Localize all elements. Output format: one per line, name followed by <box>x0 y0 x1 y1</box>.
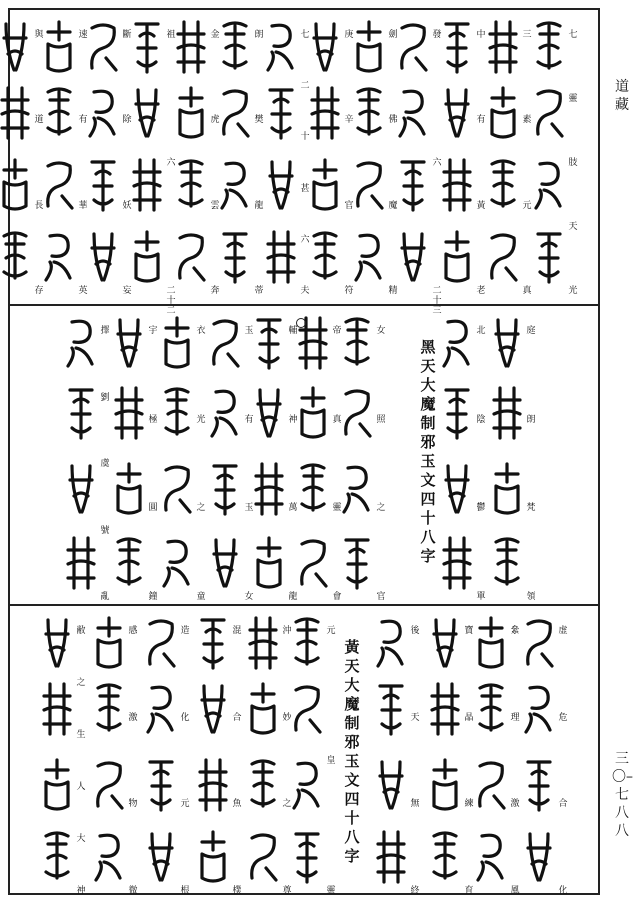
gloss-character: 絫 <box>510 626 520 636</box>
seal-script-glyph <box>374 680 408 738</box>
gloss-character: 妖 <box>122 201 132 211</box>
panel-bottom <box>10 608 598 896</box>
gloss-character: 圓 <box>148 503 158 513</box>
gloss-character: 大 <box>76 834 86 844</box>
seal-script-glyph <box>0 156 32 214</box>
seal-script-glyph <box>0 84 32 142</box>
gloss-character: 六 <box>300 235 310 245</box>
text-column <box>438 308 496 602</box>
panel-top <box>10 12 598 316</box>
gloss-character: 龍 <box>288 592 298 602</box>
gloss-character: 七 <box>300 30 310 40</box>
gloss-character: 靈 <box>326 886 336 896</box>
gloss-character: 虎 <box>210 115 220 125</box>
gloss-character: 發 <box>432 30 442 40</box>
seal-script-glyph <box>92 756 126 814</box>
seal-script-glyph <box>144 828 178 886</box>
gloss-character: 練 <box>464 799 474 809</box>
gloss-character: 根 <box>180 886 190 896</box>
text-column <box>426 608 484 896</box>
gloss-character: 長 <box>34 201 44 211</box>
gloss-character: 陰 <box>476 415 486 425</box>
gloss-character: 速 <box>78 30 88 40</box>
gloss-character: 之 <box>196 503 206 513</box>
gloss-character: 神 <box>288 415 298 425</box>
gloss-character: 三 <box>522 30 532 40</box>
gloss-character: 之 <box>282 799 292 809</box>
gloss-character: 二十三 <box>432 286 442 316</box>
gloss-character: 宇 <box>148 326 158 336</box>
gloss-character: 鬱 <box>476 503 486 513</box>
gloss-character: 童 <box>196 592 206 602</box>
gloss-character: 無 <box>410 799 420 809</box>
text-column <box>244 608 302 896</box>
seal-script-glyph <box>428 756 462 814</box>
gloss-character: 激 <box>128 713 138 723</box>
section-heading: 黃天大魔制邪玉文四十八字 <box>344 638 360 865</box>
seal-script-glyph <box>440 534 474 592</box>
gloss-character: 皇 <box>326 756 336 766</box>
seal-script-glyph <box>374 756 408 814</box>
gloss-character: 有 <box>476 115 486 125</box>
gloss-character: 庚 <box>344 30 354 40</box>
gloss-character: 北 <box>476 326 486 336</box>
text-column <box>488 308 546 602</box>
page-number: 三〇–七八八 <box>612 751 633 839</box>
gloss-character: 元 <box>522 201 532 211</box>
seal-script-glyph <box>144 680 178 738</box>
gloss-character: 化 <box>558 886 568 896</box>
gloss-character: 神 <box>76 886 86 896</box>
gloss-character: 有 <box>244 415 254 425</box>
gloss-character: 後 <box>410 626 420 636</box>
gloss-character: 二十二 <box>166 286 176 316</box>
gloss-character: 官 <box>344 201 354 211</box>
seal-script-glyph <box>0 228 32 286</box>
text-column <box>372 608 430 896</box>
gloss-character: 單 <box>476 592 486 602</box>
gloss-character: 肢 <box>568 158 578 168</box>
gloss-character: 照 <box>376 415 386 425</box>
gloss-character: 真 <box>522 286 532 296</box>
gloss-character: 造 <box>180 626 190 636</box>
gloss-character: 夫 <box>300 286 310 296</box>
seal-script-glyph <box>196 680 230 738</box>
gloss-character: 佛 <box>388 115 398 125</box>
seal-script-glyph <box>440 314 474 372</box>
gloss-character: 之 <box>376 503 386 513</box>
gloss-character: 庭 <box>526 326 536 336</box>
seal-script-glyph <box>92 828 126 886</box>
gloss-character: 晶 <box>464 713 474 723</box>
gloss-character: 元 <box>326 626 336 636</box>
gloss-character: 劍 <box>388 30 398 40</box>
gloss-character: 黃 <box>476 201 486 211</box>
gloss-character: 雲 <box>210 201 220 211</box>
gloss-character: 朗 <box>254 30 264 40</box>
seal-script-glyph <box>92 614 126 672</box>
gloss-character: 英 <box>78 286 88 296</box>
gloss-character: 妙 <box>282 713 292 723</box>
seal-script-glyph <box>374 828 408 886</box>
gloss-character: 生 <box>76 730 86 740</box>
gloss-character: 斷 <box>122 30 132 40</box>
seal-script-glyph <box>374 614 408 672</box>
gloss-character: 與 <box>34 30 44 40</box>
gloss-character: 素 <box>522 115 532 125</box>
seal-script-glyph <box>40 614 74 672</box>
gloss-character: 鐘 <box>148 592 158 602</box>
gloss-character: 合 <box>232 713 242 723</box>
gloss-character: 梵 <box>526 503 536 513</box>
panel-middle <box>10 308 598 602</box>
collection-name: 道藏 <box>615 79 629 113</box>
gloss-character: 官 <box>376 592 386 602</box>
gloss-character: 育 <box>464 886 474 896</box>
gloss-character: 激 <box>510 799 520 809</box>
seal-script-glyph <box>144 756 178 814</box>
gloss-character: 除 <box>122 115 132 125</box>
gloss-character: 衣 <box>196 326 206 336</box>
gloss-character: 寶 <box>464 626 474 636</box>
seal-script-glyph <box>196 756 230 814</box>
gloss-character: 真 <box>332 415 342 425</box>
seal-script-glyph <box>0 18 32 76</box>
text-column <box>38 608 96 896</box>
seal-script-glyph <box>428 614 462 672</box>
gloss-character: 劉 <box>100 393 110 403</box>
gloss-character: 中 <box>476 30 486 40</box>
gloss-character: 敝 <box>76 626 86 636</box>
gloss-character: 妄 <box>122 286 132 296</box>
gloss-character: 奔 <box>210 286 220 296</box>
text-column <box>62 308 120 602</box>
gloss-character: 樊 <box>254 115 264 125</box>
gloss-character: 亂 <box>100 592 110 602</box>
panel-divider <box>8 604 600 606</box>
gloss-character: 魔 <box>388 201 398 211</box>
seal-script-glyph <box>64 314 98 372</box>
gloss-character: 風 <box>510 886 520 896</box>
gloss-character: 號 <box>100 526 110 536</box>
gloss-character: 極 <box>148 415 158 425</box>
gloss-character: 七 <box>568 30 578 40</box>
gloss-character: 合 <box>558 799 568 809</box>
gloss-character: 混 <box>232 626 242 636</box>
gloss-character: 物 <box>128 799 138 809</box>
gloss-character: 輔 <box>288 326 298 336</box>
gloss-character: 蒂 <box>254 286 264 296</box>
gloss-character: 女 <box>376 326 386 336</box>
gloss-character: 老 <box>476 286 486 296</box>
text-column <box>0 12 54 302</box>
gloss-character: 元 <box>180 799 190 809</box>
gloss-character: 女 <box>244 592 254 602</box>
gloss-character: 二 <box>300 81 310 91</box>
gloss-character: 十 <box>300 132 310 142</box>
seal-script-glyph <box>40 756 74 814</box>
gloss-character: 存 <box>34 286 44 296</box>
gloss-character: 感 <box>128 626 138 636</box>
gloss-character: 辛 <box>344 115 354 125</box>
gloss-character: 微 <box>128 886 138 896</box>
panel-divider <box>8 304 600 306</box>
section-heading: 黑天大魔制邪玉文四十八字 <box>420 338 436 565</box>
gloss-character: 虞 <box>100 459 110 469</box>
seal-script-glyph <box>428 828 462 886</box>
gloss-character: 龍 <box>254 201 264 211</box>
gloss-character: 化 <box>180 713 190 723</box>
text-column <box>90 608 148 896</box>
seal-script-glyph <box>428 680 462 738</box>
gloss-character: 玉 <box>244 326 254 336</box>
gloss-character: 祖 <box>166 30 176 40</box>
seal-script-glyph <box>64 460 98 518</box>
gloss-character: 領 <box>526 592 536 602</box>
gloss-character: 六 <box>166 158 176 168</box>
gloss-character: 金 <box>210 30 220 40</box>
seal-script-glyph <box>440 460 474 518</box>
seal-script-glyph <box>196 828 230 886</box>
text-column <box>142 608 200 896</box>
circle-mark <box>296 318 306 328</box>
gloss-character: 靈 <box>332 503 342 513</box>
gloss-character: 朗 <box>526 415 536 425</box>
gloss-character: 沖 <box>282 626 292 636</box>
gloss-character: 華 <box>78 201 88 211</box>
seal-script-glyph <box>40 828 74 886</box>
gloss-character: 魚 <box>232 799 242 809</box>
seal-script-glyph <box>440 384 474 442</box>
gloss-character: 之 <box>76 678 86 688</box>
gloss-character: 符 <box>344 286 354 296</box>
gloss-character: 虚 <box>558 626 568 636</box>
gloss-character: 帝 <box>332 326 342 336</box>
seal-script-glyph <box>196 614 230 672</box>
seal-script-glyph <box>144 614 178 672</box>
gloss-character: 會 <box>332 592 342 602</box>
gloss-character: 六 <box>432 158 442 168</box>
gloss-character: 光 <box>568 286 578 296</box>
gloss-character: 光 <box>196 415 206 425</box>
seal-script-glyph <box>64 534 98 592</box>
gloss-character: 擇 <box>100 326 110 336</box>
gloss-character: 靈 <box>568 94 578 104</box>
seal-script-glyph <box>64 384 98 442</box>
gloss-character: 危 <box>558 713 568 723</box>
gloss-character: 有 <box>78 115 88 125</box>
gloss-character: 尊 <box>282 886 292 896</box>
gloss-character: 玉 <box>244 503 254 513</box>
gloss-character: 道 <box>34 115 44 125</box>
gloss-character: 天 <box>568 222 578 232</box>
gloss-character: 終 <box>410 886 420 896</box>
gloss-character: 天 <box>410 713 420 723</box>
gloss-character: 理 <box>510 713 520 723</box>
gloss-character: 萬 <box>288 503 298 513</box>
text-column <box>194 608 252 896</box>
gloss-character: 樸 <box>232 886 242 896</box>
seal-script-glyph <box>40 680 74 738</box>
seal-script-glyph <box>92 680 126 738</box>
gloss-character: 精 <box>388 286 398 296</box>
gloss-character: 人 <box>76 782 86 792</box>
gloss-character: 甚 <box>300 184 310 194</box>
